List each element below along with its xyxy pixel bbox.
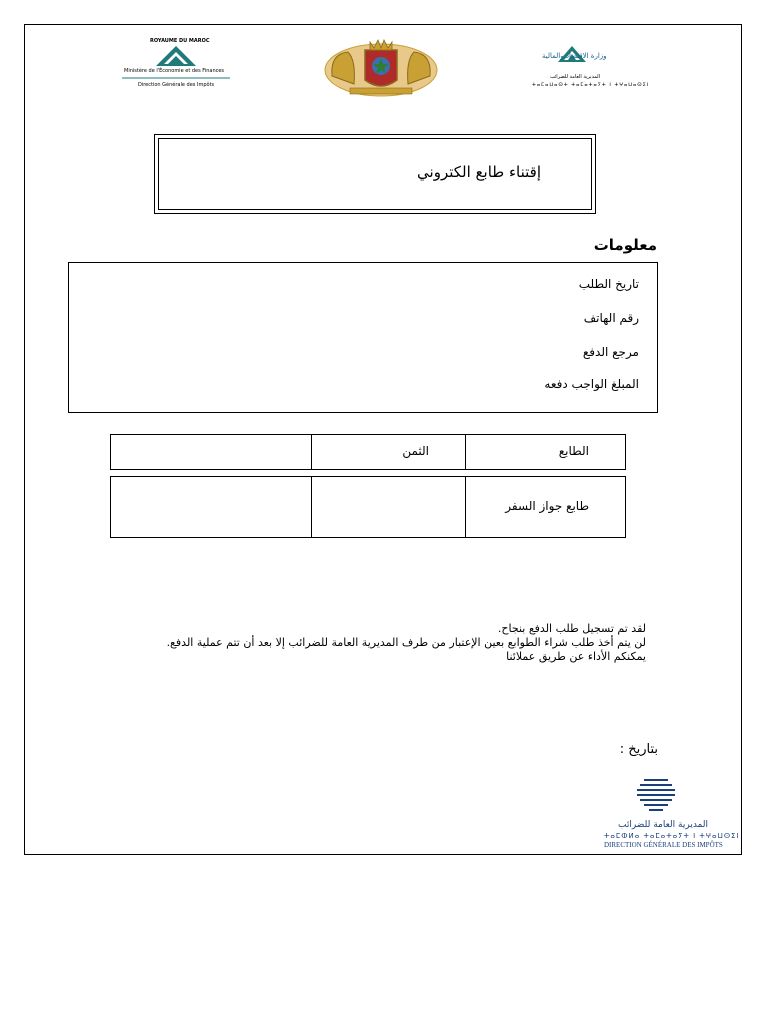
header-cell-price <box>311 435 465 469</box>
row-cell-price <box>311 477 465 537</box>
row-cell-empty <box>111 477 311 537</box>
date-label: بتاريخ : <box>619 742 658 757</box>
header-cell-stamp <box>465 435 625 469</box>
header-cell-empty <box>111 435 311 469</box>
mef-logo <box>112 36 240 94</box>
ministry-arabic-text: وزارة الاقتصاد والمالية <box>542 52 607 60</box>
coat-of-arms-icon <box>320 36 442 98</box>
ministry-tifinagh-text: ⵜⴰⵎⴰⵡⴰⵙⵜ ⵜⴰⵎⴰⵜⴰⵢⵜ ⵏ ⵜⵖⴰⵡⴰⵙⵉⵏ <box>532 82 650 88</box>
header-price-label: الثمن <box>402 444 429 458</box>
title-box <box>154 134 596 214</box>
table-row <box>110 476 626 538</box>
note-success: لقد تم تسجيل طلب الدفع بنجاح. <box>497 622 646 635</box>
dgi-french-text: DIRECTION GÉNÉRALE DES IMPÔTS <box>604 841 723 849</box>
header-stamp-label: الطابع <box>558 444 589 458</box>
ministry-logo <box>528 38 650 92</box>
info-phone-label: رقم الهاتف <box>583 311 639 325</box>
mef-ministry-text: Ministère de l'Économie et des Finances <box>124 68 225 74</box>
page-title: إقتناء طابع الكتروني <box>417 163 541 181</box>
info-amount-due-label: المبلغ الواجب دفعه <box>544 377 639 391</box>
note-agents: يمكنكم الأداء عن طريق عملائنا <box>506 650 646 663</box>
mef-kingdom-text: ROYAUME DU MAROC <box>150 38 210 44</box>
dgi-tifinagh-text: ⵜⴰⵎⵀⵍⴰ ⵜⴰⵎⴰⵜⴰⵢⵜ ⵏ ⵜⵖⴰⵡⵙⵉⵏ <box>604 832 740 840</box>
info-payment-ref-label: مرجع الدفع <box>582 345 639 359</box>
stamp-table-header <box>110 434 626 470</box>
note-condition: لن يتم أخذ طلب شراء الطوابع بعين الإعتبار من طرف المديرية العامة للضرائب إلا بعد أن تتم عملية الدفع. <box>166 636 646 649</box>
title-inner-frame <box>158 138 592 210</box>
row-cell-stamp <box>465 477 625 537</box>
row-stamp-value: طابع جواز السفر <box>505 499 589 513</box>
info-heading: معلومات <box>593 236 657 254</box>
dgi-diamond-icon <box>634 770 678 818</box>
dgi-footer-logo <box>594 770 740 852</box>
ministry-directorate-text: المديرية العامة للضرائب <box>550 74 600 80</box>
payment-notes <box>167 622 646 664</box>
coat-of-arms-logo <box>320 36 442 98</box>
mef-directorate-text: Direction Générale des Impôts <box>138 82 215 88</box>
info-request-date-label: تاريخ الطلب <box>578 277 639 291</box>
dgi-arabic-text: المديرية العامة للضرائب <box>618 820 708 830</box>
info-box <box>68 262 658 413</box>
